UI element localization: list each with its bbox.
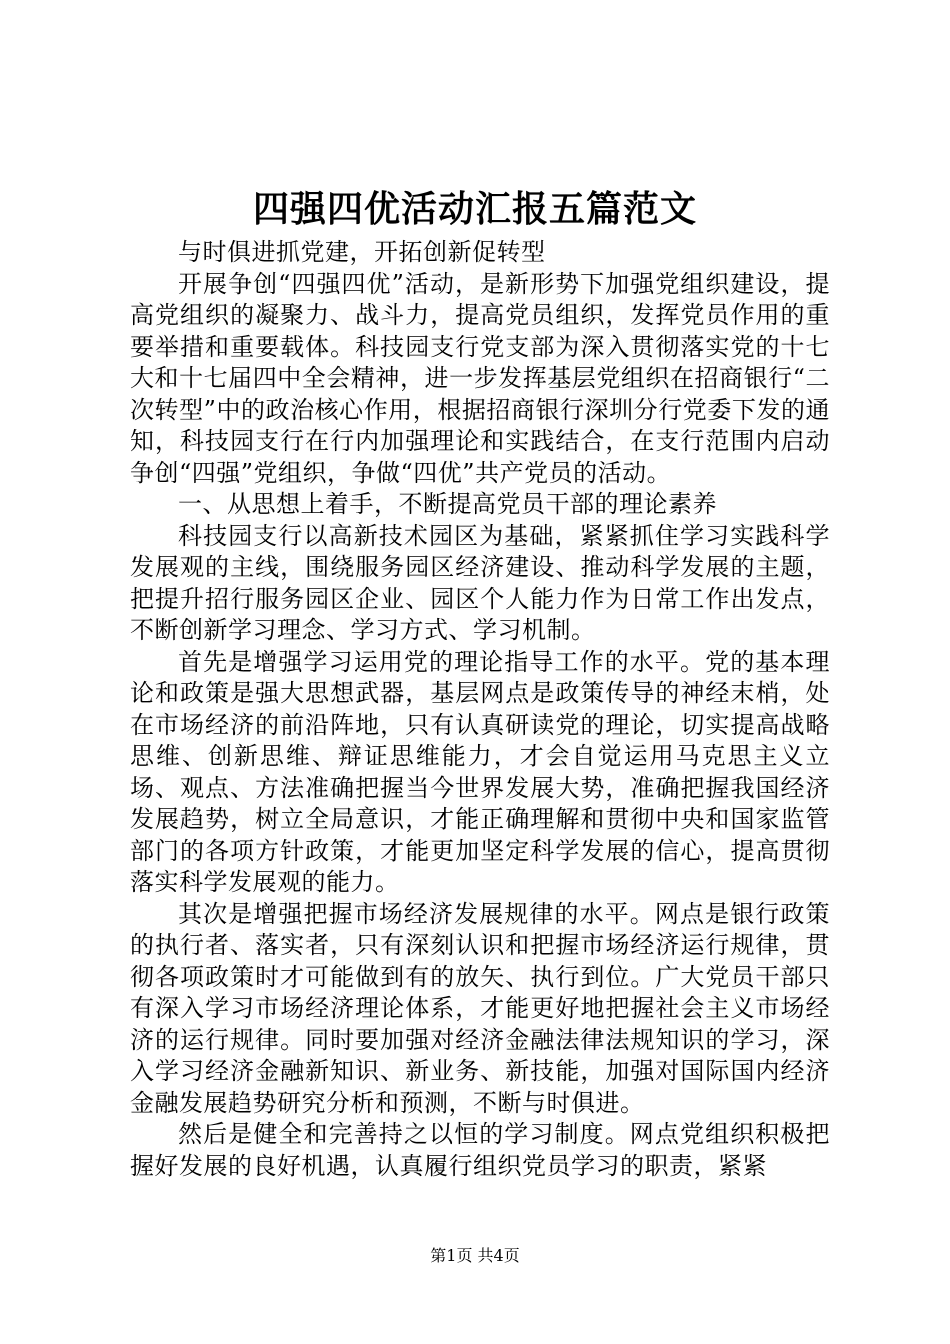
paragraph: 其次是增强把握市场经济发展规律的水平。网点是银行政策的执行者、落实者，只有深刻认识和把握市场经济运行规律，贯彻各项政策时才可能做到有的放矢、执行到位。广大党员干部只有深入学习市场经济理论体系，才能更好地把握社会主义市场经济的运行规律。同时要加强对经济金融法律法规知识的学习，深入学习经济金融新知识、新业务、新技能，加强对国际国内经济金融发展趋势研究分析和预测，不断与时俱进。	[130, 899, 830, 1117]
paragraph: 首先是增强学习运用党的理论指导工作的水平。党的基本理论和政策是强大思想武器，基层网点是政策传导的神经末梢，处在市场经济的前沿阵地，只有认真研读党的理论，切实提高战略思维、创新思维、辩证思维能力，才会自觉运用马克思主义立场、观点、方法准确把握当今世界发展大势，准确把握我国经济发展趋势，树立全局意识，才能正确理解和贯彻中央和国家监管部门的各项方针政策，才能更加坚定科学发展的信心，提高贯彻落实科学发展观的能力。	[130, 647, 830, 896]
document-title: 四强四优活动汇报五篇范文	[252, 188, 697, 230]
paragraph: 然后是健全和完善持之以恒的学习制度。网点党组织积极把握好发展的良好机遇，认真履行组织党员学习的职责，紧紧	[130, 1120, 830, 1180]
paragraph-subtitle: 与时俱进抓党建，开拓创新促转型	[178, 238, 546, 266]
page-footer: 第1页 共4页	[430, 1246, 520, 1265]
document-body	[130, 237, 830, 1182]
paragraph: 科技园支行以高新技术园区为基础，紧紧抓住学习实践科学发展观的主线，围绕服务园区经济建设、推动科学发展的主题，把提升招行服务园区企业、园区个人能力作为日常工作出发点，不断创新学习理念、学习方式、学习机制。	[130, 521, 830, 644]
section-heading: 一、从思想上着手，不断提高党员干部的理论素养	[178, 490, 717, 518]
paragraph: 开展争创“四强四优”活动，是新形势下加强党组织建设，提高党组织的凝聚力、战斗力，提高党员组织，发挥党员作用的重要举措和重要载体。科技园支行党支部为深入贯彻落实党的十七大和十七届四中全会精神，进一步发挥基层党组织在招商银行“二次转型”中的政治核心作用，根据招商银行深圳分行党委下发的通知，科技园支行在行内加强理论和实践结合，在支行范围内启动争创“四强”党组织，争做“四优”共产党员的活动。	[130, 269, 830, 487]
